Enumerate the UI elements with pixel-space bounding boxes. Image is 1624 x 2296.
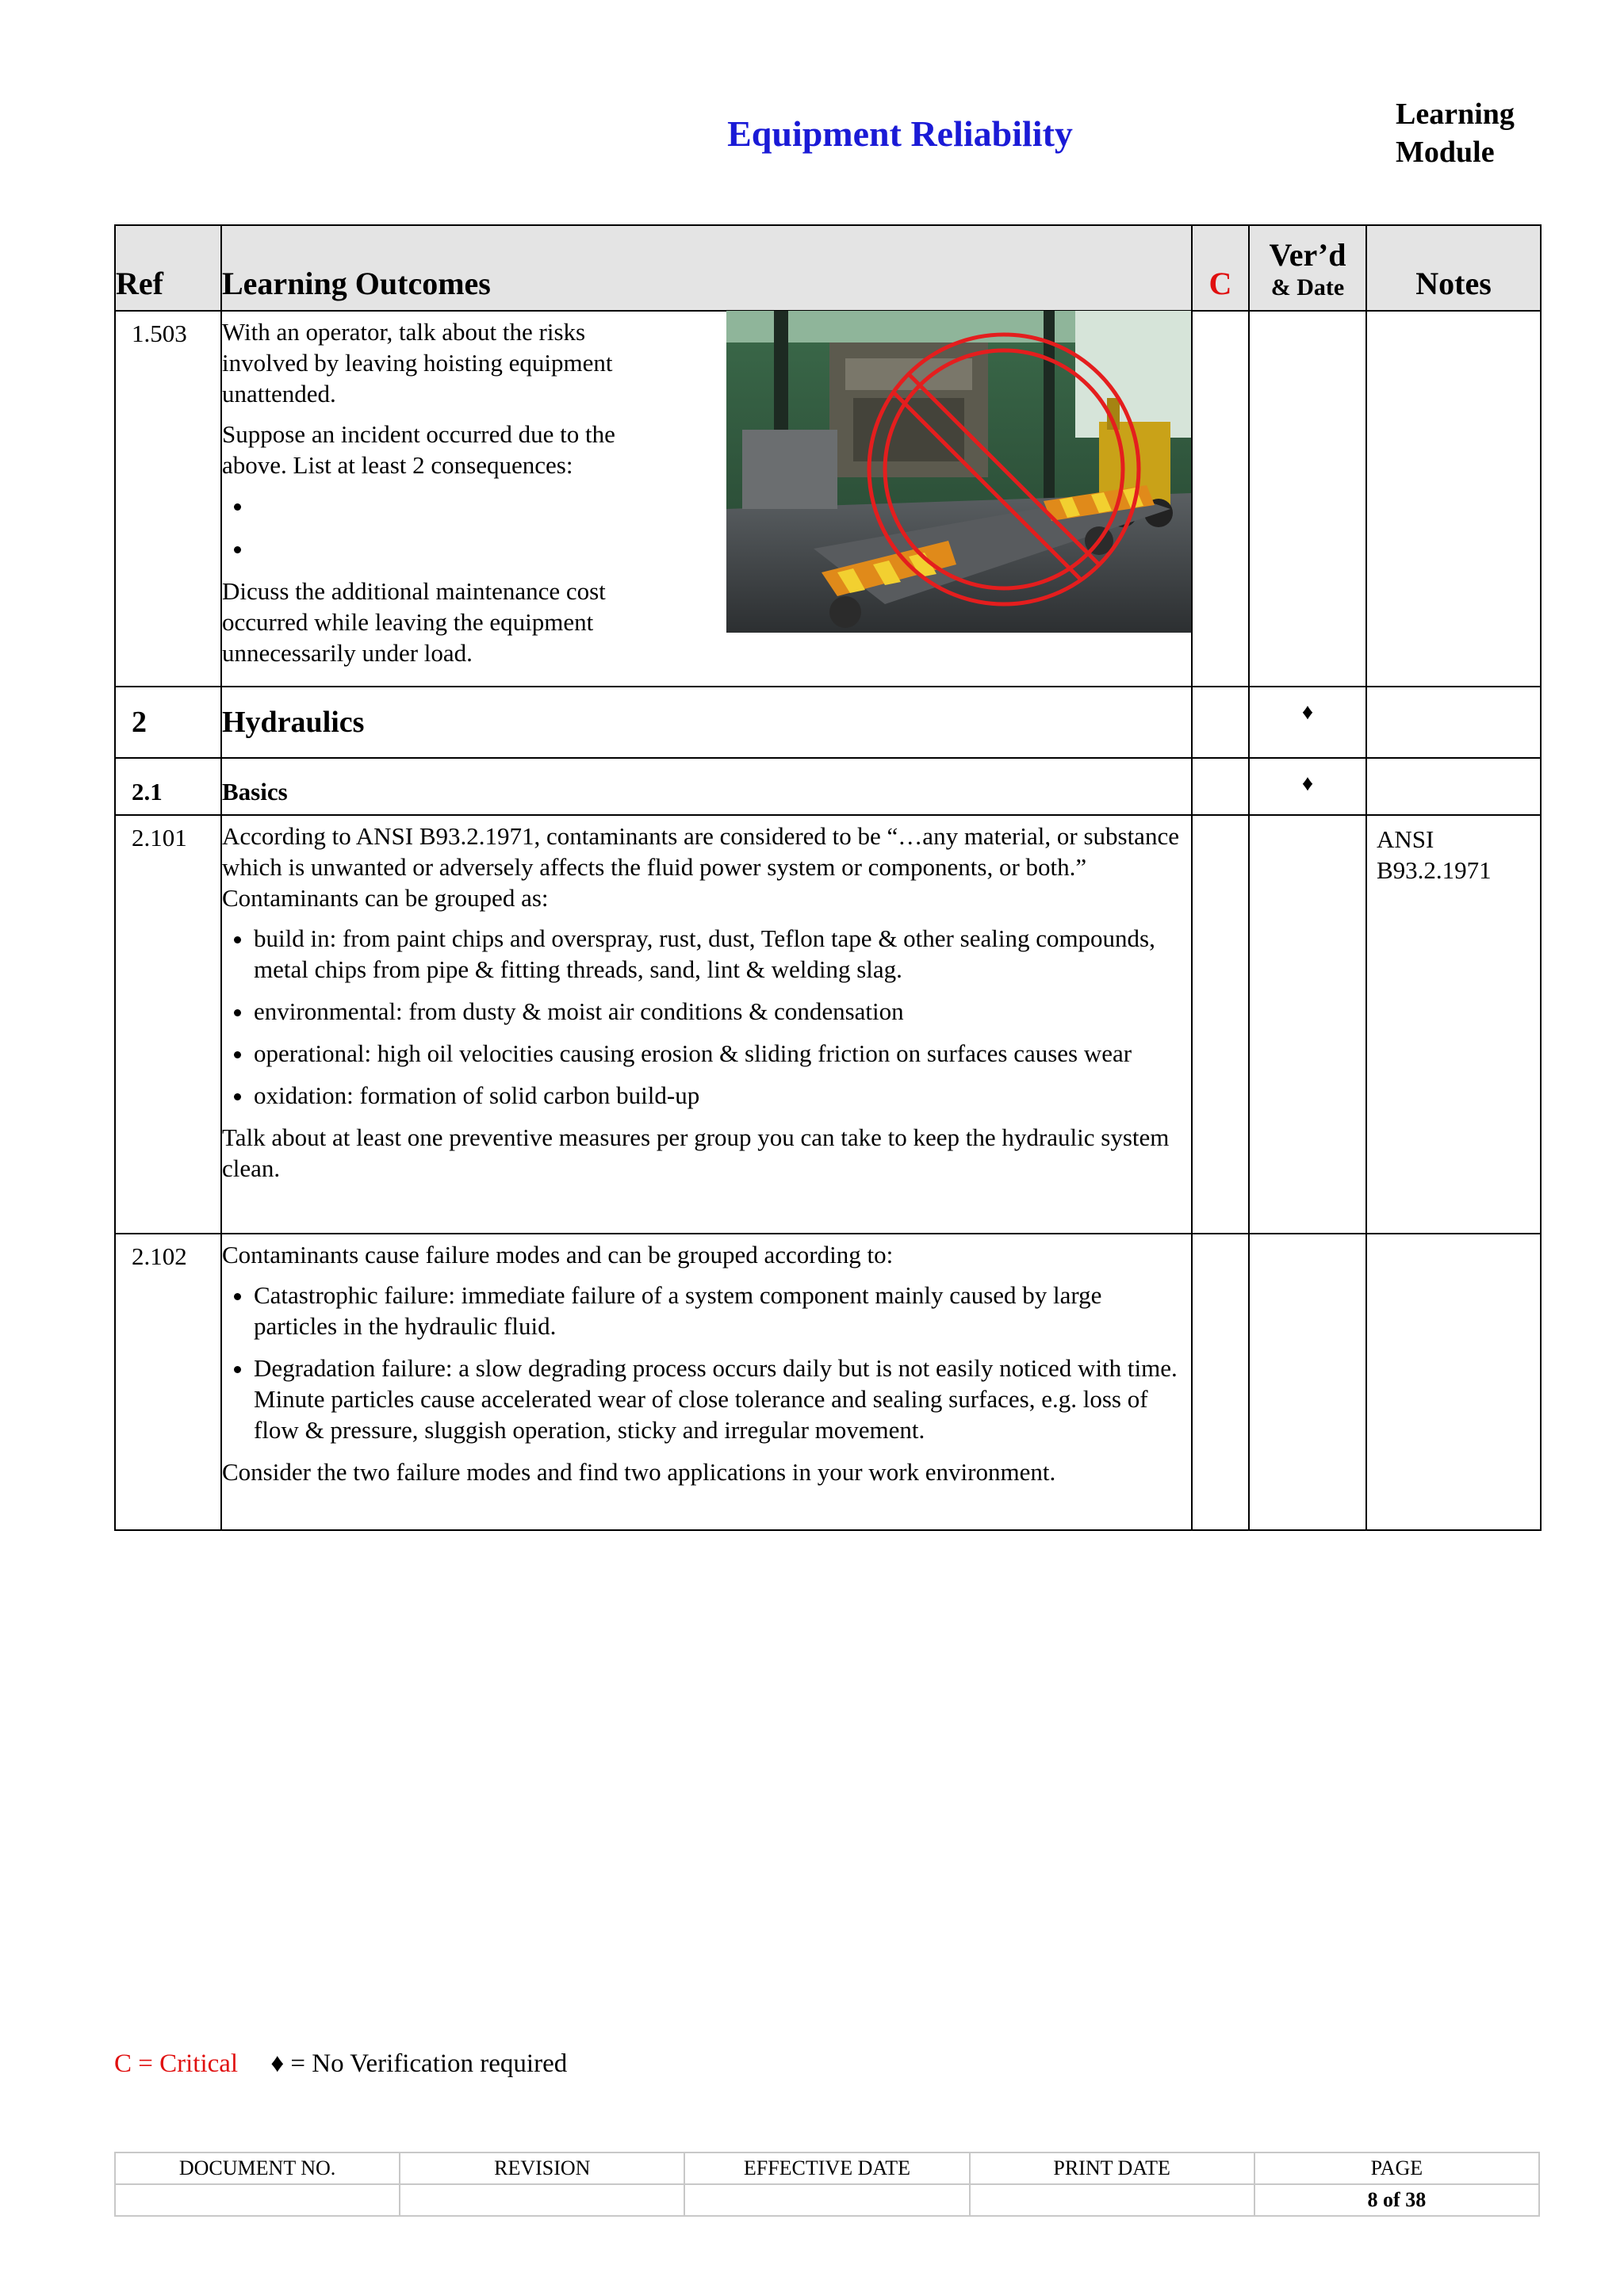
legend-critical: C = Critical — [114, 2049, 239, 2078]
document-footer-table — [114, 2152, 1540, 2217]
outcome-text: Suppose an incident occurred due to the above. List at least 2 consequences: — [222, 420, 615, 479]
module-label-line1: Learning — [1396, 98, 1515, 131]
legend-no-verification: ♦ = No Verification required — [270, 2049, 568, 2078]
row-ref: 2.102 — [115, 1234, 221, 1530]
critical-cell — [1192, 687, 1249, 758]
list-item: • Catastrophic failure: immediate failure of a system component mainly caused by large particles in the hydraulic fluid. — [254, 1280, 1183, 1341]
footer-value-revision — [400, 2184, 684, 2216]
footer-label-effective-date: EFFECTIVE DATE — [684, 2152, 969, 2184]
row-ref: 1.503 — [115, 311, 221, 687]
section-ref: 2 — [115, 687, 221, 758]
list-item: • oxidation: formation of solid carbon build-up — [254, 1080, 1183, 1111]
critical-cell — [1192, 311, 1249, 687]
outcome-text: Consider the two failure modes and find two applications in your work environment. — [222, 1458, 1056, 1486]
critical-cell — [1192, 758, 1249, 815]
subsection-ref: 2.1 — [115, 758, 221, 815]
verified-cell — [1249, 1234, 1366, 1530]
footer-value-row — [115, 2184, 1539, 2216]
list-item — [254, 490, 666, 522]
module-label-line2: Module — [1396, 136, 1495, 169]
row-outcome-2101 — [221, 815, 1192, 1234]
legend — [114, 2049, 567, 2079]
outcome-text: Dicuss the additional maintenance cost occurred while leaving the equipment unnecessarily under load. — [222, 577, 606, 667]
column-header-learning-outcomes: Learning Outcomes — [221, 225, 1192, 311]
footer-label-revision: REVISION — [400, 2152, 684, 2184]
table-row — [115, 815, 1541, 1234]
contaminant-group-list — [222, 923, 1183, 1111]
notes-cell — [1366, 311, 1541, 687]
column-header-notes: Notes — [1366, 225, 1541, 311]
table-row — [115, 1234, 1541, 1530]
footer-value-print-date — [970, 2184, 1254, 2216]
notes-cell: ANSI B93.2.1971 — [1366, 815, 1541, 1234]
subsection-title: Basics — [221, 758, 1192, 815]
footer-value-page: 8 of 38 — [1254, 2184, 1539, 2216]
no-verification-diamond-icon: ♦ — [1249, 758, 1366, 815]
no-verification-diamond-icon: ♦ — [1249, 687, 1366, 758]
verified-cell — [1249, 311, 1366, 687]
list-item: • operational: high oil velocities causing erosion & sliding friction on surfaces causes wear — [254, 1038, 1183, 1069]
footer-value-effective-date — [684, 2184, 969, 2216]
column-header-critical: C — [1192, 225, 1249, 311]
subsection-row — [115, 758, 1541, 815]
row-ref: 2.101 — [115, 815, 221, 1234]
notes-cell — [1366, 1234, 1541, 1530]
footer-label-document-no: DOCUMENT NO. — [115, 2152, 400, 2184]
outcome-text: According to ANSI B93.2.1971, contaminants are considered to be “…any material, or substance which is unwanted or adversely affects the fluid power system or components, or both.” Contaminants can be grouped as: — [222, 822, 1179, 912]
list-item: • Degradation failure: a slow degrading process occurs daily but is not easily noticed with time. Minute particles cause accelerated wear of close tolerance and sealing surfaces, e.g. loss of flow & pressure, sluggish operation, sticky and irregular movement. — [254, 1353, 1183, 1445]
verified-header-line1: Ver’d — [1269, 237, 1346, 273]
outcome-text: With an operator, talk about the risks involved by leaving hoisting equipment unattended. — [222, 318, 613, 408]
footer-header-row — [115, 2152, 1539, 2184]
column-header-verified — [1249, 225, 1366, 311]
hoisting-equipment-photo — [726, 311, 1191, 633]
outcome-text: Contaminants cause failure modes and can be grouped according to: — [222, 1241, 894, 1269]
footer-value-document-no — [115, 2184, 400, 2216]
footer-label-page: PAGE — [1254, 2152, 1539, 2184]
critical-cell — [1192, 1234, 1249, 1530]
footer-label-print-date: PRINT DATE — [970, 2152, 1254, 2184]
notes-cell — [1366, 758, 1541, 815]
critical-cell — [1192, 815, 1249, 1234]
verified-header-line2: & Date — [1270, 274, 1345, 300]
list-item: • build in: from paint chips and overspray, rust, dust, Teflon tape & other sealing compounds, metal chips from pipe & fitting threads, sand, lint & welding slag. — [254, 923, 1183, 985]
notes-cell — [1366, 687, 1541, 758]
column-header-ref: Ref — [115, 225, 221, 311]
row-outcome-2102 — [221, 1234, 1192, 1530]
module-label — [1396, 95, 1602, 171]
verified-cell — [1249, 815, 1366, 1234]
section-row — [115, 687, 1541, 758]
table-header-row — [115, 225, 1541, 311]
consequence-list — [222, 490, 666, 564]
failure-mode-list — [222, 1280, 1183, 1445]
outcome-text: Talk about at least one preventive measures per group you can take to keep the hydraulic system clean. — [222, 1123, 1170, 1182]
list-item: • environmental: from dusty & moist air conditions & condensation — [254, 996, 1183, 1027]
section-title: Hydraulics — [221, 687, 1192, 758]
document-title: Equipment Reliability — [727, 113, 1073, 154]
list-item — [254, 533, 666, 564]
